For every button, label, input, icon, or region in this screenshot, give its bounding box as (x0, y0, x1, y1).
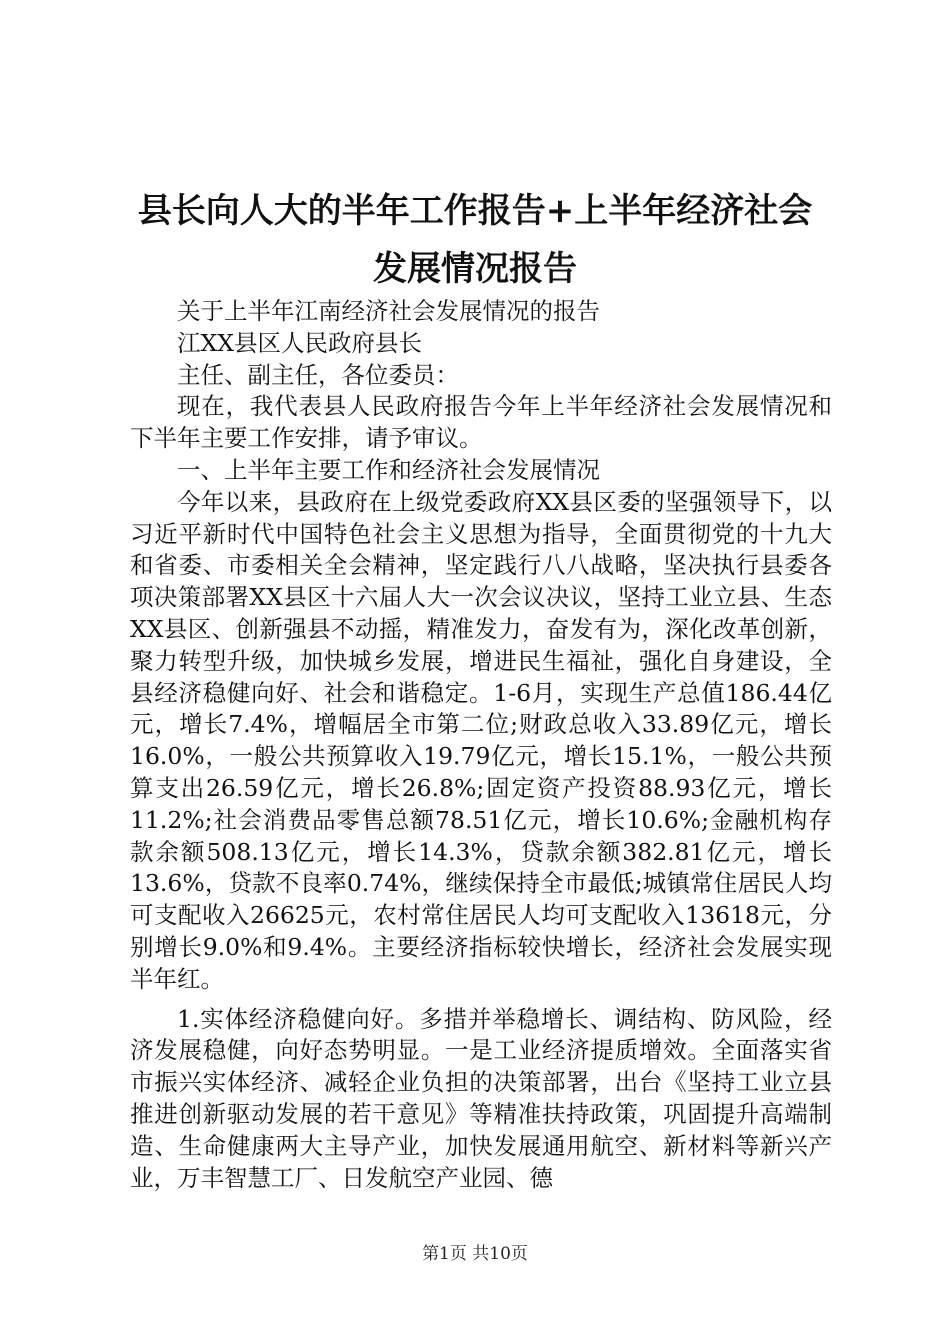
salutation: 主任、副主任，各位委员： (177, 360, 459, 389)
overview-paragraph: 今年以来，县政府在上级党委政府XX县区委的坚强领导下，以习近平新时代中国特色社会主义思想为指导，全面贯彻党的十九大和省委、市委相关全会精神，坚定践行八八战略，坚决执行县委各项决策部署XX县区十六届人大一次会议决议，坚持工业立县、生态XX县区、创新强县不动摇，精准发力，奋发有为，深化改革创新，聚力转型升级，加快城乡发展，增进民生福祉，强化自身建设，全县经济稳健向好、社会和谐稳定。1-6月，实现生产总值186.44亿元，增长7.4%，增幅居全市第二位;财政总收入33.89亿元，增长16.0%，一般公共预算收入19.79亿元，增长15.1%，一般公共预算支出26.59亿元，增长26.8%;固定资产投资88.93亿元，增长11.2%;社会消费品零售总额78.51亿元，增长10.6%;金融机构存款余额508.13亿元，增长14.3%，贷款余额382.81亿元，增长13.6%，贷款不良率0.74%，继续保持全市最低;城镇常住居民人均可支配收入26625元，农村常住居民人均可支配收入13618元，分别增长9.0%和9.4%。主要经济指标较快增长，经济社会发展实现半年红。 (130, 487, 832, 993)
document-body (130, 296, 832, 1194)
paragraph-gap (130, 996, 832, 1004)
report-subtitle: 关于上半年江南经济社会发展情况的报告 (177, 297, 600, 325)
economy-paragraph: 1.实体经济稳健向好。多措并举稳增长、调结构、防风险，经济发展稳健，向好态势明显。一是工业经济提质增效。全面落实省市振兴实体经济、减轻企业负担的决策部署，出台《坚持工业立县推进创新驱动发展的若干意见》等精准扶持政策，巩固提升高端制造、生命健康两大主导产业，加快发展通用航空、新材料等新兴产业，万丰智慧工厂、日发航空产业园、德 (130, 1004, 832, 1192)
document-title-line-2: 发展情况报告 (373, 249, 577, 289)
section-heading: 一、上半年主要工作和经济社会发展情况 (177, 455, 600, 484)
page-number-footer: 第1页 共10页 (422, 1244, 528, 1264)
intro-paragraph: 现在，我代表县人民政府报告今年上半年经济社会发展情况和下半年主要工作安排，请予审议。 (130, 392, 832, 453)
document-title-line-1: 县长向人大的半年工作报告+上半年经济社会 (137, 191, 813, 231)
report-author: 江XX县区人民政府县长 (177, 328, 422, 357)
